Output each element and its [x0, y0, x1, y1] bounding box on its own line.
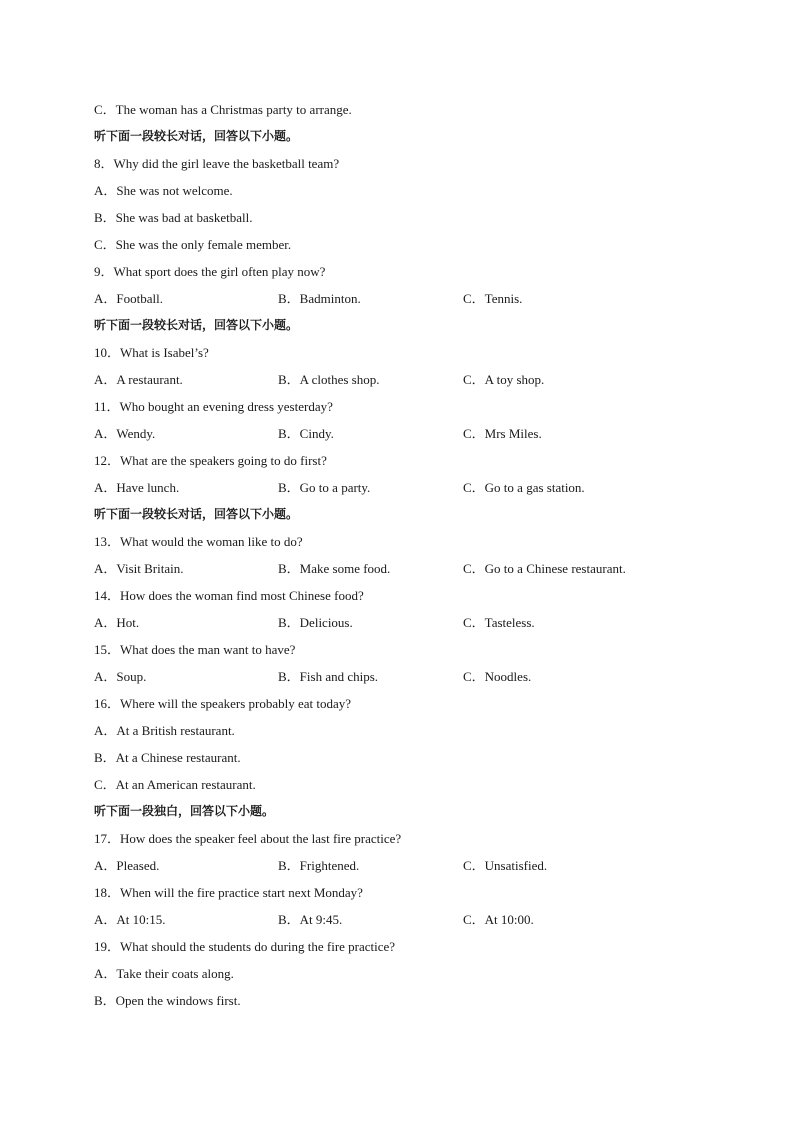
option-line: A．Take their coats along. [94, 966, 234, 981]
option-c: C．Noodles. [463, 669, 532, 684]
options-row [94, 906, 734, 933]
option-b: B．Frightened. [278, 858, 360, 873]
options-row [94, 366, 734, 393]
question-18: 18．When will the fire practice start next Monday? [94, 885, 363, 900]
options-row [94, 285, 734, 312]
section-heading: 听下面一段较长对话，回答以下小题。 [94, 507, 299, 521]
question-14: 14．How does the woman find most Chinese food? [94, 588, 364, 603]
option-line: A．At a British restaurant. [94, 723, 235, 738]
option-a: A．Wendy. [94, 426, 156, 441]
option-a: A．Football. [94, 291, 163, 306]
question-13: 13．What would the woman like to do? [94, 534, 303, 549]
option-a: A．Pleased. [94, 858, 160, 873]
option-c: C．Tennis. [463, 291, 523, 306]
option-a: A．Visit Britain. [94, 561, 184, 576]
option-line: B．She was bad at basketball. [94, 210, 253, 225]
options-row [94, 852, 734, 879]
option-a: A．At 10:15. [94, 912, 166, 927]
question-9: 9．What sport does the girl often play now? [94, 264, 326, 279]
option-a: A．Soup. [94, 669, 147, 684]
option-b: B．Delicious. [278, 615, 353, 630]
option-line: B．Open the windows first. [94, 993, 241, 1008]
options-row [94, 474, 734, 501]
option-c: C．Unsatisfied. [463, 858, 548, 873]
options-row [94, 555, 734, 582]
question-17: 17．How does the speaker feel about the last fire practice? [94, 831, 402, 846]
option-b: B．Cindy. [278, 426, 334, 441]
option-b: B．Make some food. [278, 561, 391, 576]
option-line: C．The woman has a Christmas party to arrange. [94, 102, 352, 117]
options-row [94, 609, 734, 636]
option-b: B．A clothes shop. [278, 372, 380, 387]
section-heading: 听下面一段独白，回答以下小题。 [94, 804, 275, 818]
option-a: A．Hot. [94, 615, 140, 630]
option-a: A．Have lunch. [94, 480, 180, 495]
option-line: C．At an American restaurant. [94, 777, 256, 792]
question-12: 12．What are the speakers going to do first? [94, 453, 327, 468]
question-8: 8．Why did the girl leave the basketball team? [94, 156, 340, 171]
option-b: B．At 9:45. [278, 912, 343, 927]
option-c: C．At 10:00. [463, 912, 534, 927]
option-line: B．At a Chinese restaurant. [94, 750, 241, 765]
option-c: C．A toy shop. [463, 372, 545, 387]
option-c: C．Mrs Miles. [463, 426, 542, 441]
option-line: C．She was the only female member. [94, 237, 292, 252]
document-page [94, 96, 734, 1014]
option-a: A．A restaurant. [94, 372, 183, 387]
question-10: 10．What is Isabel’s? [94, 345, 209, 360]
option-b: B．Badminton. [278, 291, 361, 306]
section-heading: 听下面一段较长对话，回答以下小题。 [94, 129, 299, 143]
options-row [94, 663, 734, 690]
section-heading: 听下面一段较长对话，回答以下小题。 [94, 318, 299, 332]
question-11: 11．Who bought an evening dress yesterday? [94, 399, 333, 414]
option-line: A．She was not welcome. [94, 183, 233, 198]
option-c: C．Tasteless. [463, 615, 535, 630]
option-c: C．Go to a gas station. [463, 480, 585, 495]
question-19: 19．What should the students do during the fire practice? [94, 939, 396, 954]
option-b: B．Go to a party. [278, 480, 371, 495]
question-15: 15．What does the man want to have? [94, 642, 296, 657]
option-b: B．Fish and chips. [278, 669, 379, 684]
options-row [94, 420, 734, 447]
option-c: C．Go to a Chinese restaurant. [463, 561, 626, 576]
question-16: 16．Where will the speakers probably eat today? [94, 696, 352, 711]
